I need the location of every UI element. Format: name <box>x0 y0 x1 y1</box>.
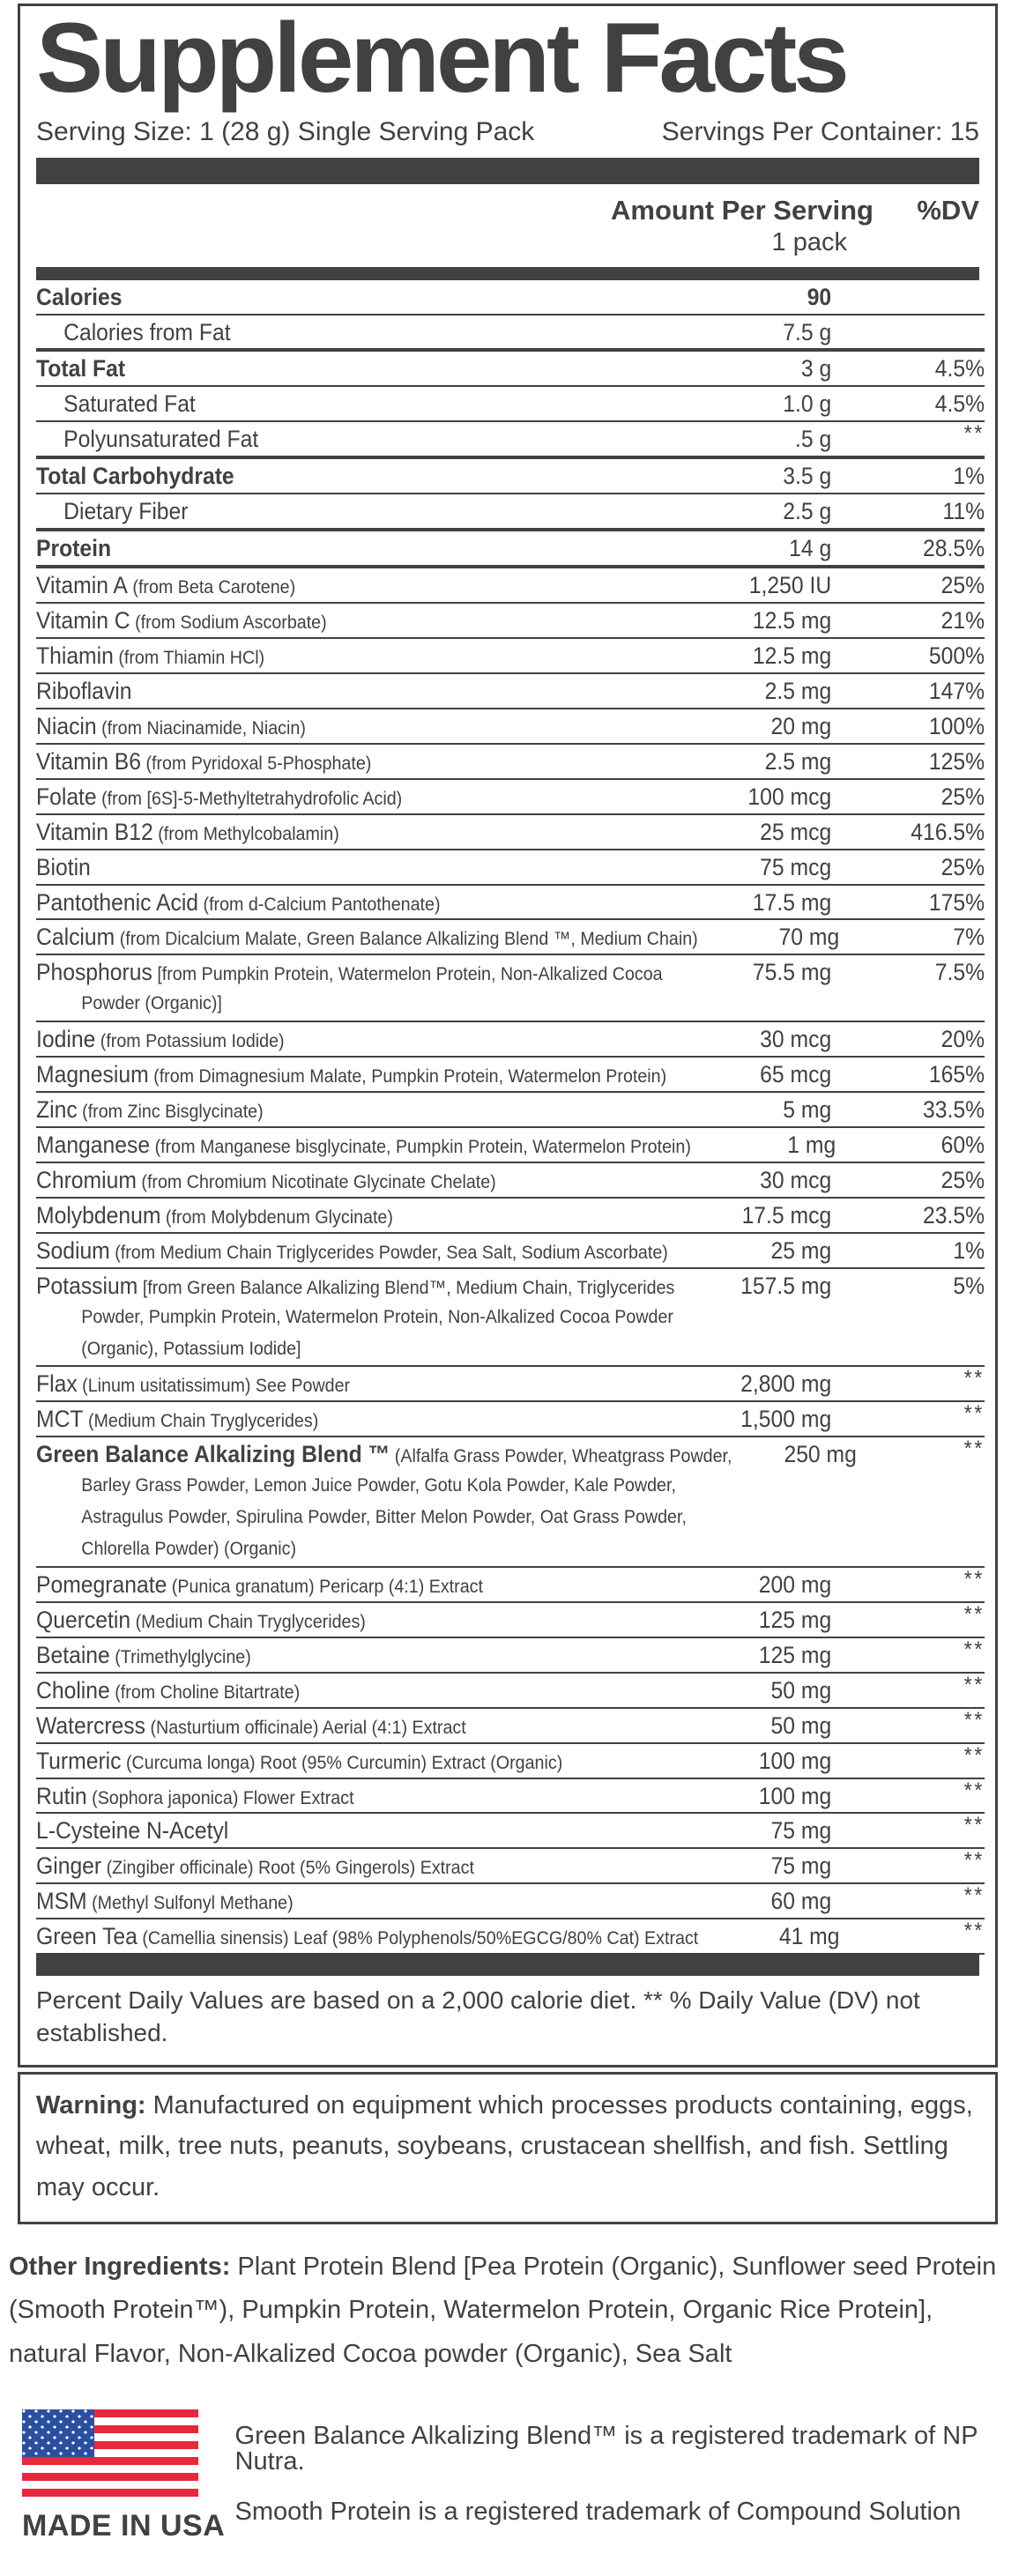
nutrient-name: Molybdenum (from Molybdenum Glycinate) <box>36 1201 393 1229</box>
nutrient-dv: 1% <box>953 463 985 490</box>
nutrient-name: Green Balance Alkalizing Blend ™ (Alfalfa Grass Powder, Wheatgrass Powder, <box>36 1441 732 1468</box>
nutrient-amount: 20 mg <box>770 712 832 739</box>
nutrient-row <box>36 1884 985 1919</box>
nutrient-amount: 50 mg <box>770 1711 832 1739</box>
nutrient-dv: 100% <box>928 712 985 739</box>
nutrient-dv: 28.5% <box>922 535 985 562</box>
nutrient-row <box>36 316 985 353</box>
nutrient-name: Rutin (Sophora japonica) Flower Extract <box>36 1782 354 1809</box>
nutrient-amount: 17.5 mcg <box>741 1201 832 1229</box>
nutrient-dv: 147% <box>928 677 985 704</box>
nutrient-name: Folate (from [6S]-5-Methyltetrahydrofolic Acid) <box>36 783 403 810</box>
percent-dv-header: %DV <box>917 195 979 226</box>
nutrient-dv: ** <box>963 1778 985 1803</box>
nutrient-name: Ginger (Zingiber officinale) Root (5% Gingerols) Extract <box>36 1852 474 1880</box>
nutrient-row <box>36 815 985 850</box>
nutrient-dv: ** <box>963 1366 985 1392</box>
nutrient-row <box>36 1437 985 1568</box>
made-in-usa-label: MADE IN USA <box>22 2509 226 2543</box>
nutrient-name: Calories <box>36 283 123 310</box>
divider-bar-header <box>36 267 979 280</box>
nutrient-dv: 165% <box>928 1061 985 1088</box>
nutrient-dv: 175% <box>928 888 985 916</box>
nutrient-name: Vitamin B12 (from Methylcobalamin) <box>36 818 339 845</box>
nutrient-amount: 200 mg <box>758 1570 832 1598</box>
nutrient-amount: 1 mg <box>787 1132 836 1158</box>
nutrient-row <box>36 280 985 316</box>
nutrient-name: Turmeric (Curcuma longa) Root (95% Curcumin) Extract (Organic) <box>36 1747 563 1774</box>
nutrient-dv: ** <box>963 1672 985 1697</box>
amount-per-serving-header: Amount Per Serving <box>611 195 873 226</box>
nutrient-continuation-line: Powder, Pumpkin Protein, Watermelon Protein, Non-Alkalized Cocoa Powder <box>81 1305 673 1327</box>
nutrient-name: Dietary Fiber <box>63 498 189 525</box>
nutrient-amount: 125 mg <box>758 1641 832 1668</box>
nutrient-amount: 25 mcg <box>760 818 832 845</box>
servings-per-container: Servings Per Container: 15 <box>661 117 979 147</box>
nutrient-row <box>36 1402 985 1437</box>
nutrient-name: MCT (Medium Chain Tryglycerides) <box>36 1406 319 1433</box>
panel-title: Supplement Facts <box>36 3 846 113</box>
nutrient-dv: ** <box>963 1813 985 1838</box>
nutrient-row <box>36 1022 985 1058</box>
nutrient-name: Calcium (from Dicalcium Malate, Green Balance Alkalizing Blend ™, Medium Chain) <box>36 924 698 951</box>
nutrient-name: Vitamin B6 (from Pyridoxal 5-Phosphate) <box>36 747 372 775</box>
trademark-note-2: Smooth Protein is a registered trademark of Compound Solution <box>234 2498 962 2527</box>
nutrient-row <box>36 1128 985 1163</box>
usa-flag-icon <box>22 2409 198 2497</box>
nutrient-row <box>36 850 985 886</box>
nutrient-row <box>36 531 985 568</box>
nutrient-amount: 75 mcg <box>760 853 832 880</box>
nutrient-dv: ** <box>963 1883 985 1909</box>
nutrient-dv: 125% <box>928 747 985 775</box>
nutrient-name: Total Carbohydrate <box>36 463 234 490</box>
nutrient-name: Protein <box>36 535 112 562</box>
nutrient-row <box>36 780 985 815</box>
nutrient-amount: 75.5 mg <box>752 959 832 986</box>
nutrient-name: Zinc (from Zinc Bisglycinate) <box>36 1096 264 1124</box>
nutrient-row <box>36 1779 985 1815</box>
nutrient-dv: ** <box>963 1436 985 1462</box>
nutrient-amount: 41 mg <box>778 1923 840 1950</box>
nutrient-dv: 11% <box>942 498 985 525</box>
trademark-note-1: Green Balance Alkalizing Blend™ is a registered trademark of NP Nutra. <box>234 2422 978 2476</box>
nutrient-rows <box>36 280 985 1956</box>
nutrient-dv: 1% <box>953 1236 985 1264</box>
warning-box <box>18 2072 998 2224</box>
nutrient-name: Manganese (from Manganese bisglycinate, Pumpkin Protein, Watermelon Protein) <box>36 1132 691 1158</box>
nutrient-row <box>36 1638 985 1674</box>
serving-info <box>36 117 979 147</box>
nutrient-dv: ** <box>963 1601 985 1627</box>
nutrient-dv: 7.5% <box>934 959 985 986</box>
nutrient-row <box>36 1058 985 1093</box>
nutrient-row <box>36 459 985 494</box>
nutrient-row <box>36 1163 985 1199</box>
nutrient-name: Chromium (from Chromium Nicotinate Glycinate Chelate) <box>36 1166 496 1193</box>
nutrient-row <box>36 1709 985 1744</box>
nutrient-row <box>36 1674 985 1709</box>
serving-size: Serving Size: 1 (28 g) Single Serving Pack <box>36 117 535 147</box>
nutrient-row <box>36 1199 985 1234</box>
nutrient-amount: 70 mg <box>778 924 840 951</box>
supplement-facts-panel <box>18 4 998 2067</box>
nutrient-dv: ** <box>963 1637 985 1662</box>
nutrient-row <box>36 1234 985 1269</box>
nutrient-name: Biotin <box>36 853 91 880</box>
nutrient-name: Iodine (from Potassium Iodide) <box>36 1026 285 1053</box>
nutrient-name: Vitamin A (from Beta Carotene) <box>36 572 296 599</box>
nutrient-dv: 33.5% <box>922 1096 985 1124</box>
nutrient-amount: .5 g <box>794 426 832 453</box>
other-ingredients-label: Other Ingredients: <box>9 2253 231 2282</box>
nutrient-row <box>36 1744 985 1779</box>
nutrient-row <box>36 709 985 745</box>
nutrient-name: Calories from Fat <box>63 318 231 345</box>
nutrient-dv: 20% <box>940 1026 985 1053</box>
nutrient-amount: 12.5 mg <box>752 642 832 669</box>
nutrient-amount: 75 mg <box>770 1852 832 1880</box>
divider-bar-bottom <box>36 1953 979 1976</box>
nutrient-name: MSM (Methyl Sulfonyl Methane) <box>36 1888 294 1915</box>
nutrient-row <box>36 568 985 604</box>
nutrient-amount: 14 g <box>789 535 832 562</box>
column-header <box>36 184 979 266</box>
nutrient-row <box>36 494 985 531</box>
nutrient-row <box>36 674 985 709</box>
nutrient-dv: 4.5% <box>934 355 985 382</box>
nutrient-row <box>36 920 985 955</box>
nutrient-amount: 250 mg <box>784 1441 857 1468</box>
nutrient-row <box>36 745 985 780</box>
nutrient-dv: 25% <box>940 1166 985 1193</box>
nutrient-name: L-Cysteine N-Acetyl <box>36 1817 229 1845</box>
nutrient-name: Flax (Linum usitatissimum) See Powder <box>36 1370 351 1398</box>
nutrient-row <box>36 1603 985 1638</box>
nutrient-continuation-line: (Organic), Potassium Iodide] <box>81 1337 301 1359</box>
other-ingredients <box>9 2246 1000 2376</box>
nutrient-amount: 2,800 mg <box>740 1370 832 1398</box>
trademark-notes <box>235 2409 1011 2550</box>
nutrient-dv: 4.5% <box>934 390 985 418</box>
nutrient-dv: 25% <box>940 783 985 810</box>
nutrient-name: Saturated Fat <box>63 390 196 418</box>
dv-footnote: Percent Daily Values are based on a 2,000 calorie diet. ** % Daily Value (DV) not established. <box>36 1986 920 2046</box>
nutrient-dv: ** <box>963 1707 985 1733</box>
nutrient-row <box>36 422 985 459</box>
nutrient-name: Watercress (Nasturtium officinale) Aerial (4:1) Extract <box>36 1711 466 1739</box>
nutrient-row <box>36 639 985 674</box>
nutrient-amount: 157.5 mg <box>740 1272 832 1299</box>
nutrient-row <box>36 352 985 387</box>
nutrient-name: Total Fat <box>36 355 126 382</box>
nutrient-continuation-line: Barley Grass Powder, Lemon Juice Powder, Gotu Kola Powder, Kale Powder, <box>81 1474 676 1496</box>
nutrient-amount: 3 g <box>800 355 832 382</box>
supplement-label-page <box>0 4 1011 2576</box>
nutrient-amount: 5 mg <box>783 1096 832 1124</box>
nutrient-amount: 100 mg <box>758 1747 832 1774</box>
nutrient-name: Magnesium (from Dimagnesium Malate, Pumpkin Protein, Watermelon Protein) <box>36 1061 667 1088</box>
nutrient-amount: 65 mcg <box>760 1061 832 1088</box>
nutrient-dv: 60% <box>940 1132 985 1158</box>
nutrient-row <box>36 1919 985 1955</box>
flag-canton <box>22 2409 94 2457</box>
divider-bar-top <box>36 158 979 184</box>
nutrient-dv: 21% <box>940 607 985 634</box>
nutrient-name: Choline (from Choline Bitartrate) <box>36 1676 301 1704</box>
nutrient-name: Potassium [from Green Balance Alkalizing Blend™, Medium Chain, Triglycerides <box>36 1272 675 1299</box>
nutrient-amount: 100 mg <box>758 1782 832 1809</box>
nutrient-dv: ** <box>963 1566 985 1592</box>
nutrient-dv: 25% <box>940 853 985 880</box>
nutrient-amount: 25 mg <box>770 1236 832 1264</box>
nutrient-name: Betaine (Trimethylglycine) <box>36 1641 251 1668</box>
nutrient-row <box>36 955 985 1022</box>
nutrient-dv: ** <box>963 1848 985 1874</box>
nutrient-name: Pomegranate (Punica granatum) Pericarp (4:1) Extract <box>36 1570 483 1598</box>
nutrient-row <box>36 1367 985 1402</box>
other-ingredients-text: Plant Protein Blend [Pea Protein (Organic), Sunflower seed Protein (Smooth Protein™), Pumpkin Protein, Watermelon Protein, Organic Rice Protein], natural Flavor, Non-Alkalized Cocoa powder (Organic), Sea Salt <box>9 2253 997 2368</box>
nutrient-dv: 416.5% <box>911 818 985 845</box>
warning-text: Manufactured on equipment which processes products containing, eggs, wheat, milk, tree nuts, peanuts, soybeans, crustacean shellfish, and fish. Settling may occur. <box>36 2090 973 2201</box>
nutrient-name: Pantothenic Acid (from d-Calcium Pantothenate) <box>36 888 441 916</box>
nutrient-dv: 500% <box>928 642 985 669</box>
made-in-usa-block <box>22 2409 235 2550</box>
nutrient-amount: 50 mg <box>770 1676 832 1704</box>
nutrient-amount: 2.5 g <box>783 498 832 525</box>
nutrient-name: Riboflavin <box>36 677 132 704</box>
warning-label: Warning: <box>36 2090 146 2119</box>
nutrient-row <box>36 1093 985 1128</box>
nutrient-row <box>36 1814 985 1849</box>
nutrient-row <box>36 604 985 639</box>
nutrient-amount: 75 mg <box>770 1817 832 1845</box>
nutrient-name: Thiamin (from Thiamin HCl) <box>36 642 265 669</box>
nutrient-name: Sodium (from Medium Chain Triglycerides Powder, Sea Salt, Sodium Ascorbate) <box>36 1236 668 1264</box>
nutrient-dv: 23.5% <box>922 1201 985 1229</box>
nutrient-name: Quercetin (Medium Chain Tryglycerides) <box>36 1606 366 1633</box>
nutrient-amount: 60 mg <box>770 1888 832 1915</box>
nutrient-dv: ** <box>963 1919 985 1944</box>
nutrient-continuation-line: Powder (Organic)] <box>81 992 222 1014</box>
nutrient-amount: 1,250 IU <box>748 572 832 599</box>
nutrient-amount: 2.5 mg <box>764 747 832 775</box>
nutrient-row <box>36 387 985 422</box>
nutrient-name: Green Tea (Camellia sinensis) Leaf (98% Polyphenols/50%EGCG/80% Cat) Extract <box>36 1923 699 1950</box>
nutrient-amount: 1.0 g <box>783 390 832 418</box>
nutrient-row <box>36 1849 985 1884</box>
nutrient-amount: 125 mg <box>758 1606 832 1633</box>
nutrient-continuation-line: Chlorella Powder) (Organic) <box>81 1538 297 1559</box>
nutrient-dv: 7% <box>953 924 985 951</box>
nutrient-row <box>36 886 985 921</box>
nutrient-name: Phosphorus [from Pumpkin Protein, Watermelon Protein, Non-Alkalized Cocoa <box>36 959 663 986</box>
nutrient-dv: 25% <box>940 572 985 599</box>
nutrient-amount: 7.5 g <box>783 318 832 345</box>
nutrient-amount: 30 mcg <box>760 1026 832 1053</box>
nutrient-name: Polyunsaturated Fat <box>63 426 259 453</box>
nutrient-amount: 2.5 mg <box>764 677 832 704</box>
nutrient-amount: 3.5 g <box>783 463 832 490</box>
nutrient-amount: 90 <box>807 283 832 310</box>
nutrient-amount: 1,500 mg <box>740 1406 832 1433</box>
nutrient-dv: ** <box>963 421 985 447</box>
footer <box>22 2409 1011 2550</box>
nutrient-row <box>36 1568 985 1603</box>
nutrient-amount: 100 mcg <box>747 783 832 810</box>
nutrient-amount: 30 mcg <box>760 1166 832 1193</box>
nutrient-dv: ** <box>963 1401 985 1427</box>
nutrient-name: Vitamin C (from Sodium Ascorbate) <box>36 607 327 634</box>
nutrient-dv: ** <box>963 1742 985 1768</box>
nutrient-amount: 12.5 mg <box>752 607 832 634</box>
nutrient-amount: 17.5 mg <box>752 888 832 916</box>
nutrient-dv: 5% <box>953 1272 985 1299</box>
serving-unit-label: 1 pack <box>771 227 847 256</box>
nutrient-name: Niacin (from Niacinamide, Niacin) <box>36 712 306 739</box>
nutrient-continuation-line: Astragulus Powder, Spirulina Powder, Bitter Melon Powder, Oat Grass Powder, <box>81 1506 687 1528</box>
nutrient-row <box>36 1269 985 1368</box>
